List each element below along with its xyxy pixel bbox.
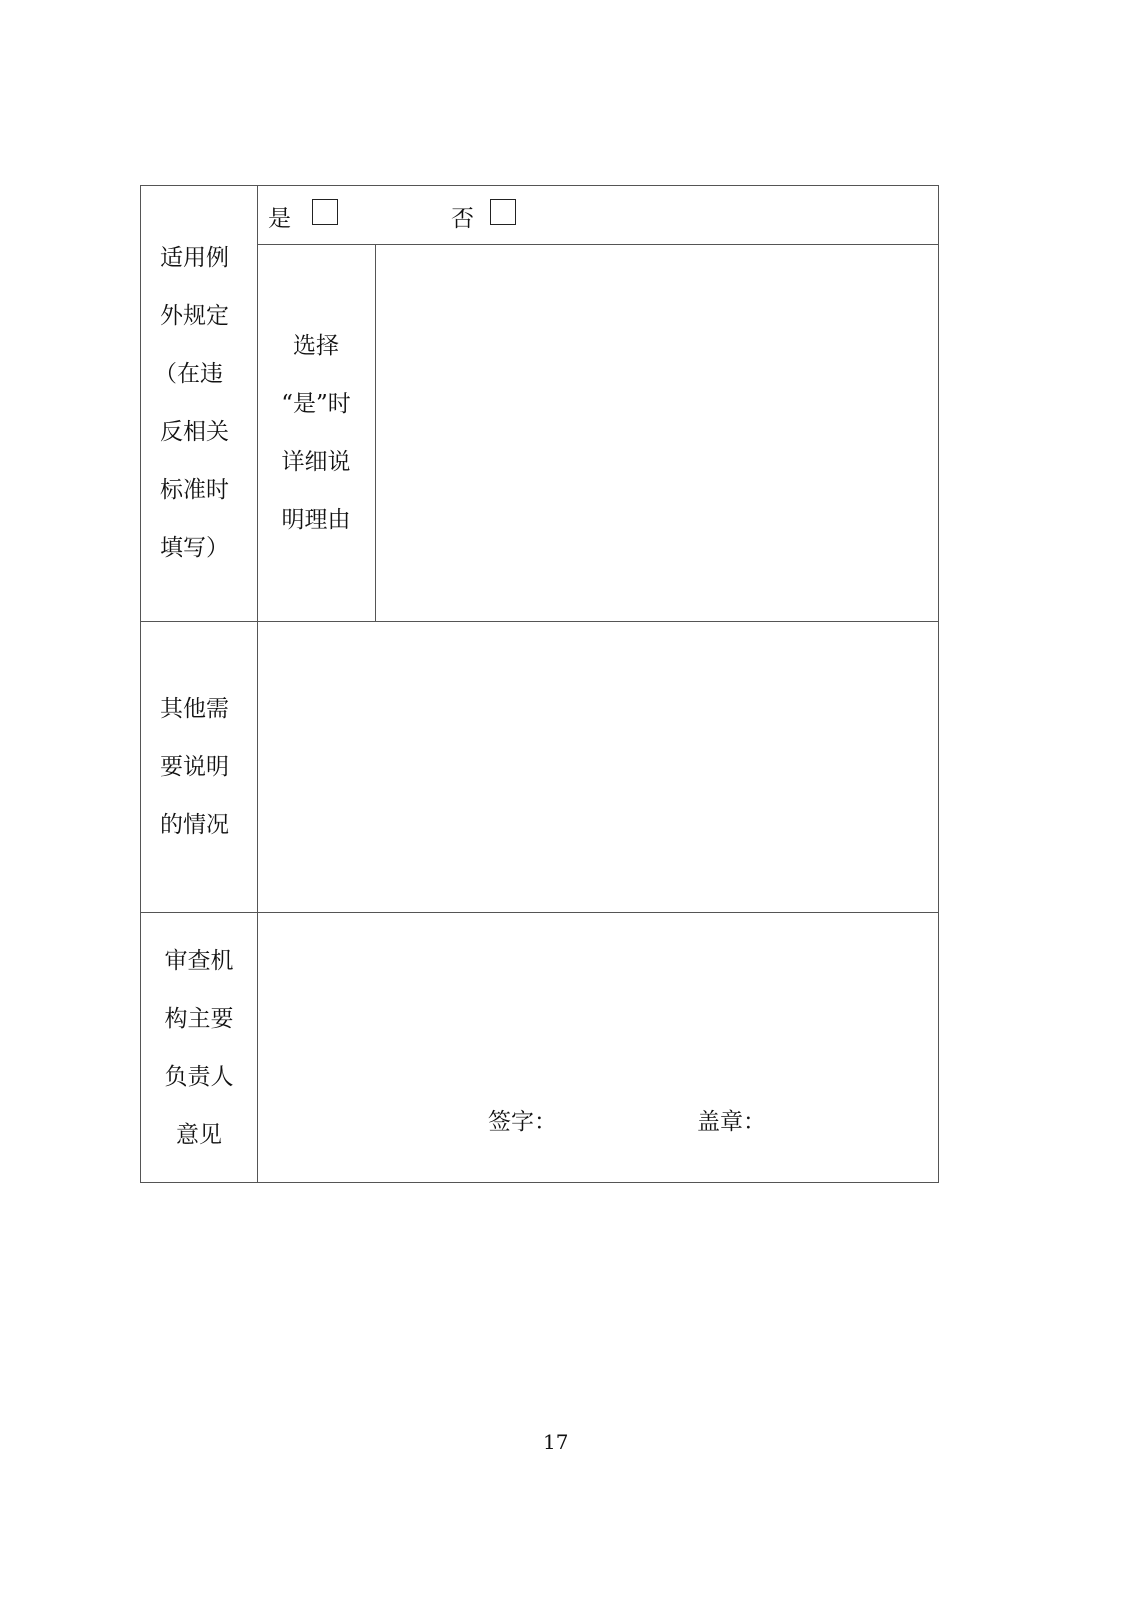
label-line: 外规定	[160, 303, 229, 329]
yes-checkbox[interactable]	[312, 199, 338, 225]
yes-label: 是	[268, 206, 291, 232]
label-line: 详细说	[281, 449, 351, 475]
table-border	[140, 1182, 939, 1183]
other-field[interactable]	[258, 622, 938, 912]
label-line: 反相关	[160, 419, 229, 445]
label-line: 其他需	[160, 696, 229, 722]
label-line: 负责人	[164, 1064, 234, 1090]
label-line: 适用例	[160, 245, 229, 271]
review-field[interactable]	[258, 913, 938, 1182]
label-line: 选择	[293, 333, 339, 359]
reason-label	[264, 317, 368, 549]
label-line: 构主要	[164, 1006, 234, 1032]
review-label	[158, 932, 240, 1164]
other-label	[160, 680, 229, 854]
no-label: 否	[451, 206, 474, 232]
signature-label: 签字：	[488, 1109, 557, 1135]
table-border	[140, 185, 141, 1183]
exception-label	[154, 229, 229, 577]
seal-label: 盖章：	[697, 1109, 766, 1135]
label-line: 意见	[176, 1122, 222, 1148]
label-line: 审查机	[164, 948, 234, 974]
label-line: “是”时	[281, 391, 351, 417]
label-line: 要说明	[160, 754, 229, 780]
label-line: 的情况	[160, 812, 229, 838]
reason-field[interactable]	[376, 245, 938, 621]
label-line: （在违	[154, 361, 223, 387]
no-checkbox[interactable]	[490, 199, 516, 225]
table-border	[938, 185, 939, 1183]
label-line: 填写）	[160, 535, 229, 561]
label-line: 标准时	[160, 477, 229, 503]
label-line: 明理由	[281, 507, 351, 533]
table-border	[140, 185, 939, 186]
page-number: 17	[543, 1430, 569, 1454]
